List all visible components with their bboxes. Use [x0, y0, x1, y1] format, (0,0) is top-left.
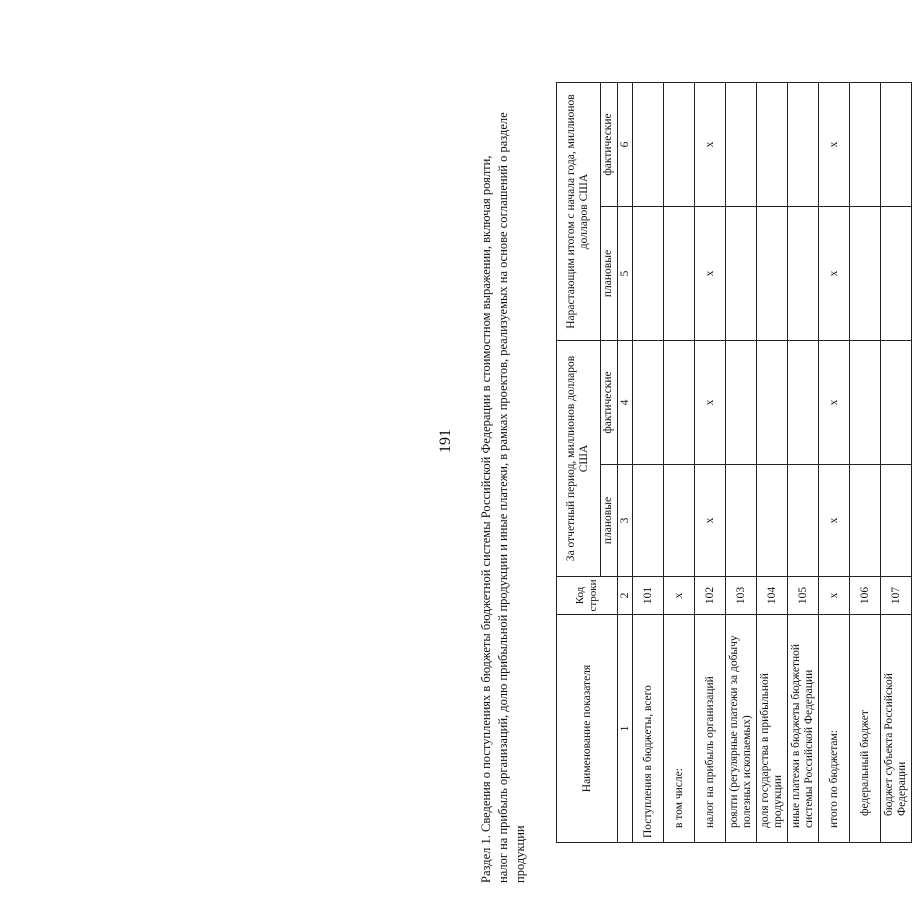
- header-reporting-period: За отчетный период, миллионов долларов США: [557, 341, 601, 577]
- cell-period-fact: [850, 341, 881, 465]
- row-code: 107: [881, 577, 912, 615]
- cell-cumulative-fact: [726, 83, 757, 207]
- cell-period-plan: [881, 465, 912, 577]
- cell-period-fact: [757, 341, 788, 465]
- cell-period-fact: [664, 341, 695, 465]
- column-number: 2: [618, 577, 633, 615]
- cell-cumulative-fact: [850, 83, 881, 207]
- header-row-code: Код строки: [557, 577, 618, 615]
- cell-period-plan: [788, 465, 819, 577]
- row-label: итого по бюджетам:: [819, 615, 850, 843]
- cell-period-plan: х: [819, 465, 850, 577]
- table-row: [633, 83, 664, 843]
- cell-period-plan: [726, 465, 757, 577]
- row-code: 105: [788, 577, 819, 615]
- column-number: 5: [618, 207, 633, 341]
- cell-cumulative-fact: [881, 83, 912, 207]
- header-indicator-name: Наименование показателя: [557, 615, 618, 843]
- cell-cumulative-fact: [633, 83, 664, 207]
- revenue-table: [556, 82, 912, 843]
- header-cumulative-fact: фактические: [600, 83, 617, 207]
- header-cumulative-plan: плановые: [600, 207, 617, 341]
- heading-line-1: Раздел 1. Сведения о поступлениях в бюджеты бюджетной системы Российской Федерации в стоимостном выражении, включая роялти,: [479, 155, 493, 883]
- row-label: налог на прибыль организаций: [695, 615, 726, 843]
- row-label: доля государства в прибыльной продукции: [757, 615, 788, 843]
- column-number: 3: [618, 465, 633, 577]
- cell-cumulative-fact: [664, 83, 695, 207]
- row-label: бюджет субъекта Российской Федерации: [881, 615, 912, 843]
- table-row: [726, 83, 757, 843]
- table-row: [881, 83, 912, 843]
- page-number: 191: [437, 429, 454, 453]
- column-number: 1: [618, 615, 633, 843]
- cell-cumulative-fact: [757, 83, 788, 207]
- cell-cumulative-fact: х: [695, 83, 726, 207]
- row-code: х: [664, 577, 695, 615]
- row-code: 103: [726, 577, 757, 615]
- row-label: в том числе:: [664, 615, 695, 843]
- row-code: 106: [850, 577, 881, 615]
- row-label: роялти (регулярные платежи за добычу полезных ископаемых): [726, 615, 757, 843]
- heading-line-3: продукции: [513, 825, 527, 883]
- table-row: [664, 83, 695, 843]
- cell-period-plan: х: [695, 465, 726, 577]
- header-cumulative: Нарастающим итогом с начала года, миллионов долларов США: [557, 83, 601, 341]
- cell-period-fact: [881, 341, 912, 465]
- column-number: 6: [618, 83, 633, 207]
- table-row: [757, 83, 788, 843]
- cell-cumulative-plan: х: [695, 207, 726, 341]
- section-heading: [478, 37, 529, 883]
- cell-period-plan: [850, 465, 881, 577]
- cell-cumulative-plan: [881, 207, 912, 341]
- cell-cumulative-plan: [850, 207, 881, 341]
- cell-cumulative-plan: [633, 207, 664, 341]
- heading-line-2: налог на прибыль организаций, долю прибыльной продукции и иные платежи, в рамках проектов, реализуемых на основе соглашений о разделе: [496, 112, 510, 883]
- cell-period-plan: [633, 465, 664, 577]
- row-label: Поступления в бюджеты, всего: [633, 615, 664, 843]
- cell-cumulative-plan: [664, 207, 695, 341]
- cell-cumulative-plan: х: [819, 207, 850, 341]
- cell-cumulative-plan: [757, 207, 788, 341]
- row-code: 102: [695, 577, 726, 615]
- table-row: [695, 83, 726, 843]
- cell-period-fact: [726, 341, 757, 465]
- row-label: федеральный бюджет: [850, 615, 881, 843]
- table-row: [819, 83, 850, 843]
- table-row: [850, 83, 881, 843]
- column-number: 4: [618, 341, 633, 465]
- row-label: иные платежи в бюджеты бюджетной системы Российской Федерации: [788, 615, 819, 843]
- cell-cumulative-fact: [788, 83, 819, 207]
- row-code: 101: [633, 577, 664, 615]
- cell-cumulative-plan: [726, 207, 757, 341]
- cell-cumulative-plan: [788, 207, 819, 341]
- row-code: х: [819, 577, 850, 615]
- cell-period-fact: [788, 341, 819, 465]
- cell-period-plan: [664, 465, 695, 577]
- cell-cumulative-fact: х: [819, 83, 850, 207]
- cell-period-plan: [757, 465, 788, 577]
- row-code: 104: [757, 577, 788, 615]
- header-period-plan: плановые: [600, 465, 617, 577]
- table-row: [788, 83, 819, 843]
- cell-period-fact: х: [695, 341, 726, 465]
- cell-period-fact: [633, 341, 664, 465]
- header-period-fact: фактические: [600, 341, 617, 465]
- cell-period-fact: х: [819, 341, 850, 465]
